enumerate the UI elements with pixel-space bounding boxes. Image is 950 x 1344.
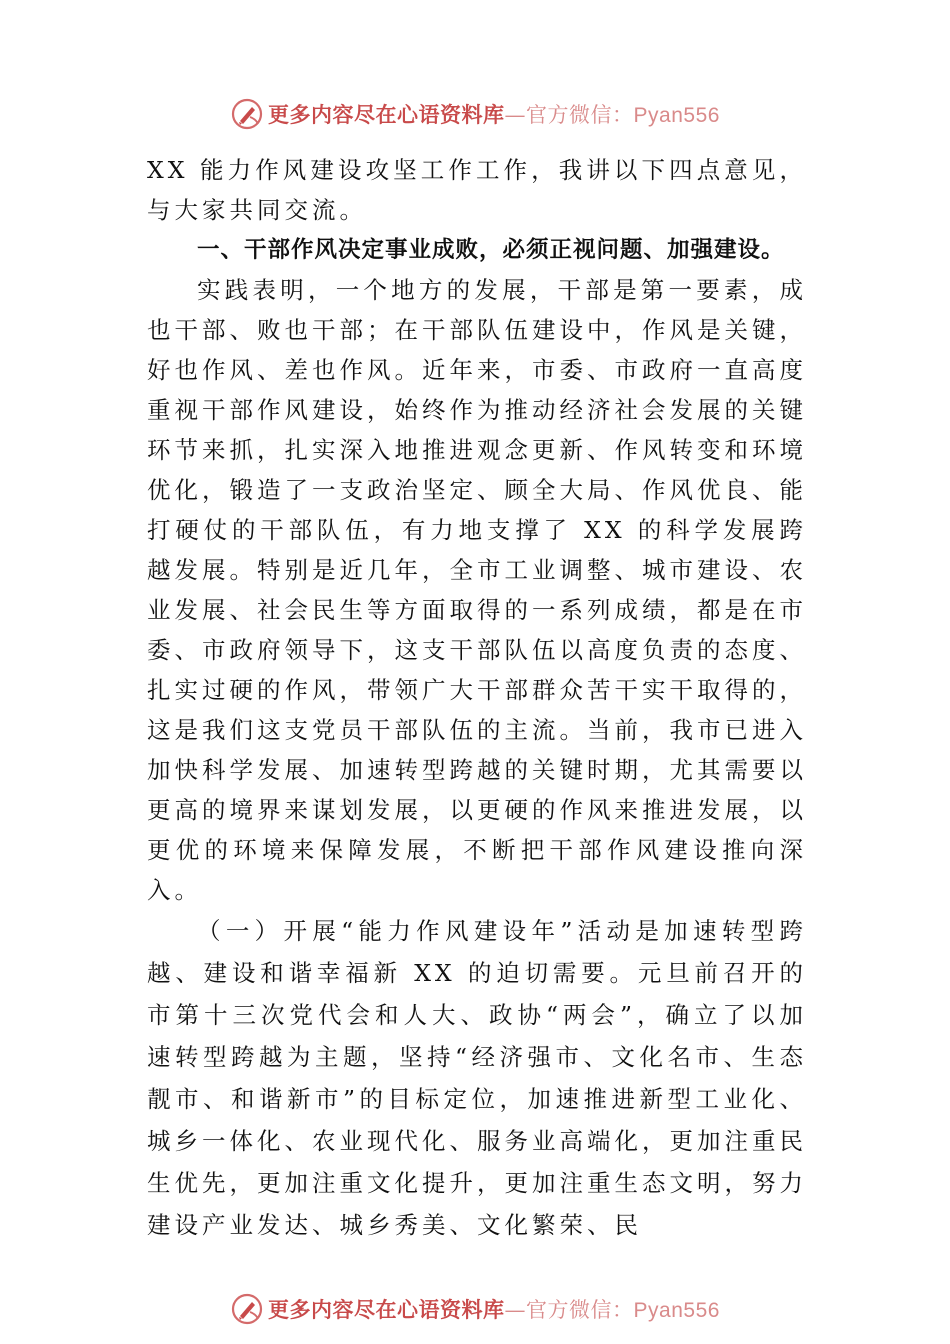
pen-seal-icon: [230, 97, 264, 131]
footer-banner: [0, 1289, 950, 1329]
document-body: [147, 150, 807, 1246]
subsection-paragraph: （一）开展“能力作风建设年”活动是加速转型跨越、建设和谐幸福新 XX 的迫切需要。元旦前召开的市第十三次党代会和人大、政协“两会”，确立了以加速转型跨越为主题，坚持“经济强市、文化名市、生态靓市、和谐新市”的目标定位，加速推进新型工业化、城乡一体化、农业现代化、服务业高端化，更加注重民生优先，更加注重文化提升，更加注重生态文明，努力建设产业发达、城乡秀美、文化繁荣、民: [147, 917, 807, 1239]
banner-wechat: Pyan556: [633, 1299, 720, 1322]
section-heading: 一、干部作风决定事业成败，必须正视问题、加强建设。: [197, 237, 785, 263]
banner-primary: 更多内容尽在心语资料库: [268, 1297, 505, 1322]
intro-paragraph: XX 能力作风建设攻坚工作工作，我讲以下四点意见，与大家共同交流。: [147, 156, 807, 224]
banner-primary: 更多内容尽在心语资料库: [268, 102, 505, 127]
banner-secondary: —官方微信：: [504, 103, 634, 127]
banner-secondary: —官方微信：: [504, 1298, 634, 1322]
header-banner: [0, 94, 950, 134]
banner-text: [268, 1294, 720, 1324]
pen-seal-icon: [230, 1292, 264, 1326]
body-paragraph: 实践表明，一个地方的发展，干部是第一要素，成也干部、败也干部；在干部队伍建设中，作风是关键，好也作风、差也作风。近年来，市委、市政府一直高度重视干部作风建设，始终作为推动经济社会发展的关键环节来抓，扎实深入地推进观念更新、作风转变和环境优化，锻造了一支政治坚定、顾全大局、作风优良、能打硬仗的干部队伍，有力地支撑了 XX 的科学发展跨越发展。特别是近几年，全市工业调整、城市建设、农业发展、社会民生等方面取得的一系列成绩，都是在市委、市政府领导下，这支干部队伍以高度负责的态度、扎实过硬的作风，带领广大干部群众苦干实干取得的，这是我们这支党员干部队伍的主流。当前，我市已进入加快科学发展、加速转型跨越的关键时期，尤其需要以更高的境界来谋划发展，以更硬的作风来推进发展，以更优的环境来保障发展，不断把干部作风建设推向深入。: [147, 276, 807, 904]
banner-text: [268, 99, 720, 129]
banner-wechat: Pyan556: [633, 104, 720, 127]
